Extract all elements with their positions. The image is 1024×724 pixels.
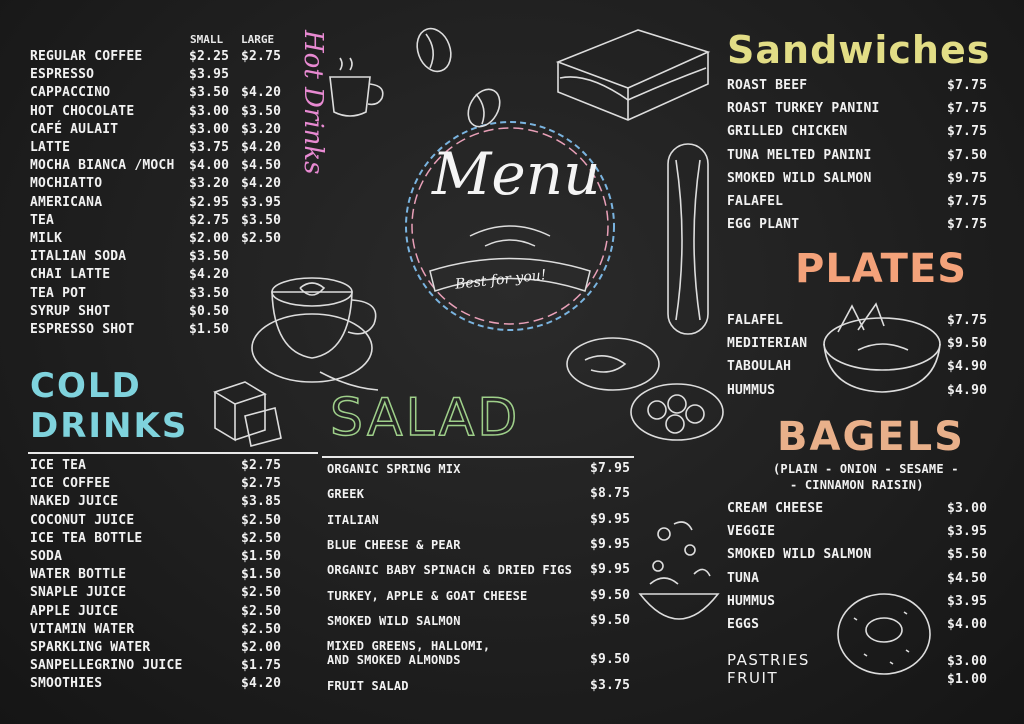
menu-item-price: $3.95 bbox=[947, 524, 988, 540]
menu-item-name: FALAFEL bbox=[727, 194, 784, 209]
menu-item-price: $2.50 bbox=[241, 512, 282, 528]
menu-item-name: ROAST BEEF bbox=[727, 78, 808, 93]
menu-item-name: AMERICANA bbox=[30, 194, 103, 210]
menu-item-price: $7.75 bbox=[947, 101, 988, 117]
menu-item-price-large: $3.95 bbox=[241, 194, 282, 210]
ice-cubes-icon bbox=[205, 372, 285, 452]
menu-item-name: HOT CHOCOLATE bbox=[30, 103, 135, 119]
menu-item-name: TURKEY, APPLE & GOAT CHEESE bbox=[327, 588, 528, 603]
menu-item-price-large: $4.20 bbox=[241, 140, 282, 155]
menu-item-name: COCONUT JUICE bbox=[30, 512, 135, 528]
menu-item-name: CREAM CHEESE bbox=[727, 501, 824, 516]
menu-item-name: MOCHA BIANCA /MOCH bbox=[30, 158, 175, 174]
menu-item-name-line2: AND SMOKED ALMONDS bbox=[327, 653, 461, 668]
fruit-label: FRUIT bbox=[727, 669, 779, 687]
menu-item-name: ORGANIC SPRING MIX bbox=[327, 462, 461, 476]
coffee-cup-icon bbox=[320, 62, 400, 122]
menu-item-price-small: $3.00 bbox=[189, 103, 230, 119]
menu-item-price: $7.75 bbox=[947, 217, 988, 233]
menu-item-name: CAPPACCINO bbox=[30, 85, 111, 101]
menu-item-name: SODA bbox=[30, 549, 63, 564]
fruit-price: $1.00 bbox=[947, 672, 988, 687]
menu-item-price: $2.50 bbox=[241, 621, 282, 637]
menu-item-price: $7.50 bbox=[947, 147, 988, 163]
plated-food-icon bbox=[565, 330, 725, 460]
menu-item-price: $9.50 bbox=[590, 587, 631, 603]
menu-item-name: GRILLED CHICKEN bbox=[727, 124, 848, 140]
menu-item-name: TUNA bbox=[727, 570, 760, 586]
menu-item-name: ITALIAN bbox=[327, 512, 379, 527]
menu-item-price: $9.50 bbox=[590, 652, 631, 668]
menu-item-name: MEDITERIAN bbox=[727, 336, 808, 352]
menu-item-name: ROAST TURKEY PANINI bbox=[727, 101, 880, 117]
salad-bowl-icon bbox=[634, 514, 724, 654]
menu-item-price-small: $4.20 bbox=[189, 267, 230, 283]
menu-item-price-small: $3.50 bbox=[189, 285, 230, 301]
menu-item-name: FRUIT SALAD bbox=[327, 679, 409, 694]
sub-sandwich-icon bbox=[660, 140, 720, 340]
menu-item-price: $4.20 bbox=[241, 676, 282, 692]
sandwich-icon bbox=[548, 22, 718, 132]
menu-item-price-small: $0.50 bbox=[189, 303, 230, 319]
menu-item-name: NAKED JUICE bbox=[30, 494, 119, 510]
menu-item-name: HUMMUS bbox=[727, 593, 776, 609]
bagels-subtitle-line1: (PLAIN - ONION - SESAME - bbox=[773, 462, 959, 476]
coffee-beans-icon bbox=[412, 26, 532, 126]
plates-title: PLATES bbox=[795, 246, 968, 292]
hot-drinks-large-header: LARGE bbox=[241, 33, 275, 46]
menu-item-name: FALAFEL bbox=[727, 313, 784, 328]
menu-item-name: TEA POT bbox=[30, 285, 87, 301]
bagels-subtitle-line2: - CINNAMON RAISIN) bbox=[790, 478, 924, 492]
menu-item-price: $7.75 bbox=[947, 194, 988, 209]
menu-item-name: ORGANIC BABY SPINACH & DRIED FIGS bbox=[327, 563, 573, 578]
menu-badge-ribbon: Best for you! bbox=[454, 267, 548, 293]
menu-item-name: GREEK bbox=[327, 487, 365, 502]
hot-drinks-title: Hot Drinks bbox=[298, 30, 328, 175]
pastries-label: PASTRIES bbox=[727, 651, 810, 669]
menu-item-name: ICE TEA BOTTLE bbox=[30, 530, 143, 546]
menu-item-name: CAFÉ AULAIT bbox=[30, 121, 119, 137]
menu-item-name: SPARKLING WATER bbox=[30, 640, 151, 655]
menu-item-price: $7.75 bbox=[947, 313, 988, 328]
menu-item-price: $3.00 bbox=[947, 501, 988, 516]
menu-item-price: $9.95 bbox=[590, 536, 631, 552]
menu-item-name: CHAI LATTE bbox=[30, 267, 111, 283]
menu-item-price-small: $2.00 bbox=[189, 231, 230, 246]
menu-item-name: WATER BOTTLE bbox=[30, 567, 127, 583]
menu-item-price-small: $4.00 bbox=[189, 158, 230, 174]
menu-item-price: $2.50 bbox=[241, 603, 282, 619]
menu-item-price-small: $1.50 bbox=[189, 322, 230, 337]
menu-item-price: $4.00 bbox=[947, 617, 988, 632]
menu-item-price-small: $3.20 bbox=[189, 176, 230, 192]
menu-item-name: SMOKED WILD SALMON bbox=[327, 613, 461, 628]
menu-item-price: $7.75 bbox=[947, 124, 988, 140]
menu-item-name: BLUE CHEESE & PEAR bbox=[327, 537, 461, 552]
menu-item-name: EGG PLANT bbox=[727, 217, 800, 233]
menu-item-name: VITAMIN WATER bbox=[30, 621, 135, 637]
menu-item-name: SMOKED WILD SALMON bbox=[727, 547, 872, 563]
menu-item-name: SNAPLE JUICE bbox=[30, 585, 127, 601]
menu-item-price: $2.75 bbox=[241, 476, 282, 492]
menu-item-price: $9.50 bbox=[947, 336, 988, 352]
menu-item-price-large: $3.50 bbox=[241, 212, 282, 228]
menu-item-price-large: $2.50 bbox=[241, 231, 282, 246]
menu-item-price-large: $4.20 bbox=[241, 176, 282, 192]
menu-item-name: SMOOTHIES bbox=[30, 676, 103, 692]
hot-drinks-small-header: SMALL bbox=[190, 33, 224, 46]
menu-item-price: $4.90 bbox=[947, 382, 988, 398]
menu-item-name: ESPRESSO bbox=[30, 67, 95, 83]
menu-item-price: $2.00 bbox=[241, 640, 282, 655]
menu-item-price: $4.90 bbox=[947, 359, 988, 375]
menu-item-price: $7.95 bbox=[590, 461, 631, 476]
menu-item-name: APPLE JUICE bbox=[30, 603, 119, 619]
menu-item-price: $7.75 bbox=[947, 78, 988, 93]
menu-item-price-large: $3.50 bbox=[241, 103, 282, 119]
menu-item-price-small: $3.50 bbox=[189, 85, 230, 101]
menu-item-price: $3.85 bbox=[241, 494, 282, 510]
bagels-title: BAGELS bbox=[777, 414, 965, 460]
menu-item-name: TUNA MELTED PANINI bbox=[727, 147, 872, 163]
menu-item-price: $9.75 bbox=[947, 170, 988, 186]
menu-item-name: SMOKED WILD SALMON bbox=[727, 170, 872, 186]
menu-item-price: $4.50 bbox=[947, 570, 988, 586]
menu-item-price-small: $2.25 bbox=[189, 49, 230, 64]
menu-item-name: MILK bbox=[30, 231, 63, 246]
cold-drinks-title-line2: DRINKS bbox=[30, 406, 189, 446]
menu-item-name: ICE COFFEE bbox=[30, 476, 111, 492]
menu-item-price-large: $4.50 bbox=[241, 158, 282, 174]
menu-item-name: LATTE bbox=[30, 140, 71, 155]
menu-item-name: SANPELLEGRINO JUICE bbox=[30, 658, 183, 674]
menu-item-name: HUMMUS bbox=[727, 382, 776, 398]
menu-badge-title: Menu bbox=[432, 140, 601, 208]
menu-item-price-small: $2.95 bbox=[189, 194, 230, 210]
bagel-icon bbox=[834, 588, 934, 680]
menu-item-price: $9.50 bbox=[590, 612, 631, 628]
menu-item-price: $3.75 bbox=[590, 678, 631, 694]
menu-item-name: VEGGIE bbox=[727, 524, 776, 540]
menu-item-price: $2.50 bbox=[241, 585, 282, 601]
menu-item-price: $8.75 bbox=[590, 486, 631, 502]
menu-item-name: ITALIAN SODA bbox=[30, 249, 127, 265]
menu-item-price-small: $3.00 bbox=[189, 121, 230, 137]
menu-item-price-small: $2.75 bbox=[189, 212, 230, 228]
menu-item-price: $5.50 bbox=[947, 547, 988, 563]
menu-item-name: SYRUP SHOT bbox=[30, 303, 111, 319]
menu-item-name: ICE TEA bbox=[30, 458, 87, 473]
menu-item-price: $2.50 bbox=[241, 530, 282, 546]
menu-item-price: $2.75 bbox=[241, 458, 282, 473]
menu-item-price: $9.95 bbox=[590, 511, 631, 527]
menu-item-price: $1.75 bbox=[241, 658, 282, 674]
menu-item-price: $1.50 bbox=[241, 567, 282, 583]
menu-item-name: TEA bbox=[30, 212, 55, 228]
menu-item-price-small: $3.50 bbox=[189, 249, 230, 265]
menu-item-price-large: $2.75 bbox=[241, 49, 282, 64]
menu-item-name: ESPRESSO SHOT bbox=[30, 322, 135, 337]
menu-item-price-large: $4.20 bbox=[241, 85, 282, 101]
menu-item-price-large: $3.20 bbox=[241, 121, 282, 137]
menu-item-name: TABOULAH bbox=[727, 359, 792, 375]
menu-item-name: REGULAR COFFEE bbox=[30, 49, 143, 64]
hummus-bowl-icon bbox=[818, 302, 946, 398]
cold-drinks-title-line1: COLD bbox=[30, 366, 142, 406]
menu-item-price: $9.95 bbox=[590, 562, 631, 578]
menu-item-price: $3.95 bbox=[947, 593, 988, 609]
menu-item-price-small: $3.75 bbox=[189, 140, 230, 155]
sandwiches-title: Sandwiches bbox=[727, 28, 991, 72]
cold-drinks-divider bbox=[28, 452, 318, 454]
menu-item-name: MOCHIATTO bbox=[30, 176, 103, 192]
menu-item-price: $1.50 bbox=[241, 549, 282, 564]
menu-item-price-small: $3.95 bbox=[189, 67, 230, 83]
pastries-price: $3.00 bbox=[947, 654, 988, 669]
menu-item-name: MIXED GREENS, HALLOMI, bbox=[327, 639, 491, 654]
menu-item-name: EGGS bbox=[727, 617, 760, 632]
salad-title: SALAD bbox=[330, 388, 521, 448]
